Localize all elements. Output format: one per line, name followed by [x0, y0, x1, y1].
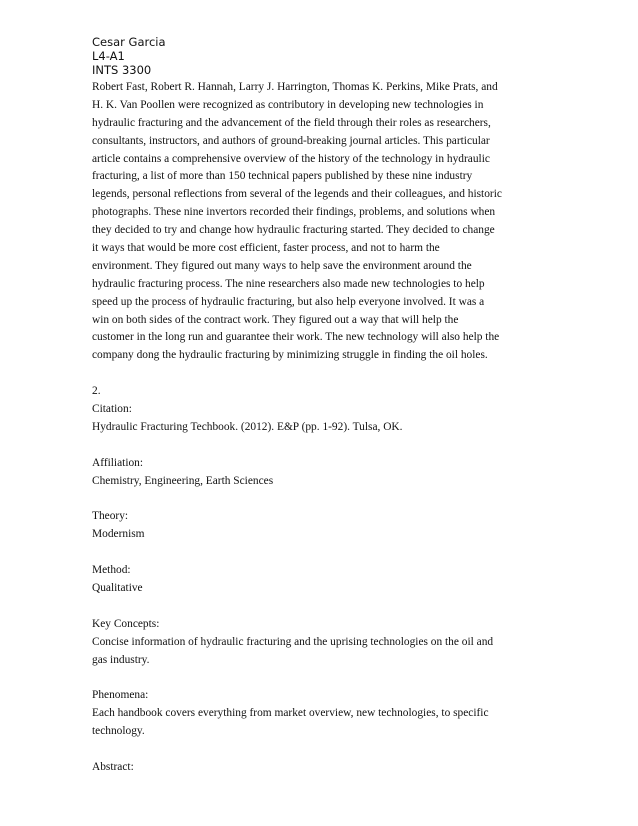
- theory-label: Theory:: [92, 510, 129, 523]
- citation-label: Citation:: [92, 403, 132, 416]
- citation-section: [92, 401, 552, 437]
- paragraph-line: environment. They figured out many ways to help save the environment around the: [92, 259, 472, 272]
- phenomena-line: technology.: [92, 725, 145, 738]
- abstract-section: [92, 759, 552, 777]
- assignment-id: L4-A1: [92, 49, 125, 63]
- method-section: [92, 562, 552, 598]
- key-concepts-section: [92, 616, 552, 670]
- phenomena-label: Phenomena:: [92, 689, 149, 702]
- blank-line: [92, 598, 552, 616]
- key-concepts-line: gas industry.: [92, 653, 150, 666]
- paragraph-line: win on both sides of the contract work. They figured out a way that will help the: [92, 313, 459, 326]
- blank-line: [92, 669, 552, 687]
- paragraph-line: company dong the hydraulic fracturing by minimizing struggle in finding the oil holes.: [92, 349, 488, 362]
- course-code: INTS 3300: [92, 63, 152, 77]
- phenomena-section: [92, 687, 552, 741]
- paragraph-line: customer in the long run and guarantee their work. The new technology will also help the: [92, 331, 500, 344]
- method-text: Qualitative: [92, 581, 143, 594]
- blank-line: [92, 741, 552, 759]
- paragraph-line: hydraulic fracturing and the advancement of the field through their roles as researchers,: [92, 116, 491, 129]
- theory-section: [92, 508, 552, 544]
- section-number: 2.: [92, 385, 101, 398]
- paragraph-line: Robert Fast, Robert R. Hannah, Larry J. Harrington, Thomas K. Perkins, Mike Prats, and: [92, 81, 498, 93]
- phenomena-line: Each handbook covers everything from market overview, new technologies, to specific: [92, 707, 489, 720]
- blank-line: [92, 437, 552, 455]
- method-label: Method:: [92, 564, 131, 577]
- affiliation-section: [92, 455, 552, 491]
- document-body: [92, 79, 552, 777]
- blank-line: [92, 490, 552, 508]
- citation-text: Hydraulic Fracturing Techbook. (2012). E&P (pp. 1-92). Tulsa, OK.: [92, 420, 403, 433]
- affiliation-label: Affiliation:: [92, 456, 144, 469]
- key-concepts-line: Concise information of hydraulic fracturing and the uprising technologies on the oil and: [92, 635, 494, 648]
- blank-line: [92, 544, 552, 562]
- theory-text: Modernism: [92, 528, 145, 541]
- abstract-label: Abstract:: [92, 760, 134, 773]
- paragraph-line: H. K. Van Poollen were recognized as contributory in developing new technologies in: [92, 98, 484, 111]
- paragraph-line: speed up the process of hydraulic fracturing, but also help everyone involved. It was a: [92, 295, 485, 308]
- blank-line: [92, 365, 552, 383]
- key-concepts-label: Key Concepts:: [92, 617, 160, 630]
- paragraph-line: photographs. These nine invertors recorded their findings, problems, and solutions when: [92, 206, 496, 219]
- paragraph-line: legends, personal reflections from several of the legends and their colleagues, and historic: [92, 188, 502, 201]
- paragraph-line: consultants, instructors, and authors of ground-breaking journal articles. This particular: [92, 134, 490, 147]
- paragraph-line: fracturing, a list of more than 150 technical papers published by these nine industry: [92, 170, 473, 183]
- document-header: [92, 35, 166, 77]
- affiliation-text: Chemistry, Engineering, Earth Sciences: [92, 474, 274, 487]
- paragraph-line: they decided to try and change how hydraulic fracturing started. They decided to change: [92, 224, 495, 237]
- paragraph-line: it ways that would be more cost efficient, faster process, and not to harm the: [92, 242, 440, 255]
- summary-paragraph: [92, 79, 552, 365]
- paragraph-line: article contains a comprehensive overview of the history of the technology in hydraulic: [92, 152, 490, 165]
- author-name: Cesar Garcia: [92, 35, 166, 49]
- paragraph-line: hydraulic fracturing process. The nine researchers also made new technologies to help: [92, 277, 485, 290]
